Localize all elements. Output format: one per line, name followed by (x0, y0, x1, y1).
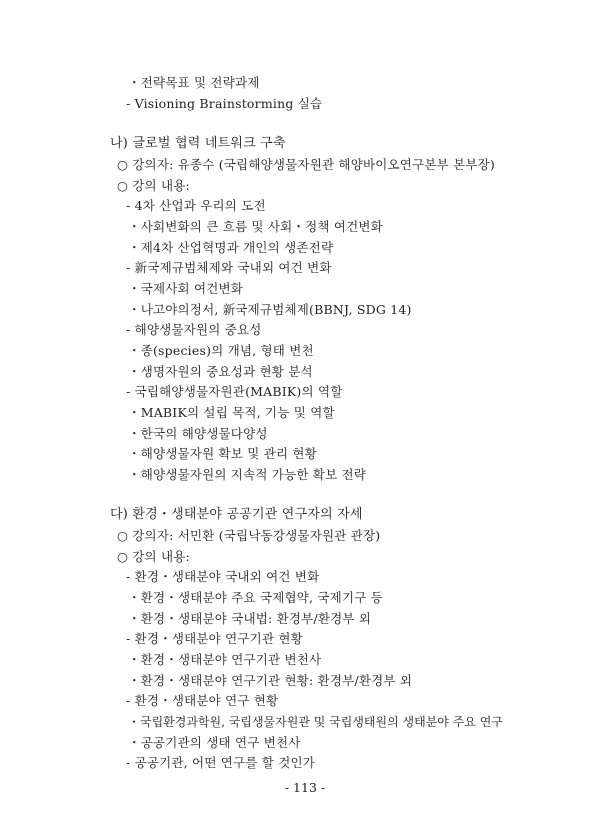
dash-item: - Visioning Brainstorming 실습 (126, 96, 323, 111)
bullet-item: ・전략목표 및 전략과제 (128, 75, 260, 90)
bullet-item: ・환경・생태분야 주요 국제협약, 국제기구 등 (128, 590, 383, 605)
bullet-item: ・종(species)의 개념, 형태 변천 (128, 343, 314, 358)
bullet-item: ・환경・생태분야 연구기관 현황: 환경부/환경부 외 (128, 673, 413, 688)
dash-item: - 환경・생태분야 국내외 여건 변화 (126, 569, 320, 584)
lecturer-line: ○ 강의자: 유종수 (국립해양생물자원관 해양바이오연구본부 본부장) (117, 157, 495, 172)
dash-item: - 환경・생태분야 연구 현황 (126, 693, 279, 708)
bullet-item: ・해양생물자원 확보 및 관리 현황 (128, 446, 317, 461)
dash-item: - 해양생물자원의 중요성 (126, 322, 262, 337)
bullet-item: ・생명자원의 중요성과 현황 분석 (128, 364, 313, 379)
bullet-item: ・나고야의정서, 新국제규범체제(BBNJ, SDG 14) (128, 302, 412, 317)
bullet-item: ・환경・생태분야 연구기관 변천사 (128, 652, 322, 667)
bullet-item: ・MABIK의 설립 목적, 기능 및 역할 (128, 405, 335, 420)
bullet-item: ・한국의 해양생물다양성 (128, 426, 268, 441)
bullet-item: ・국제사회 여건변화 (128, 281, 244, 296)
dash-item: - 환경・생태분야 연구기관 현황 (126, 631, 303, 646)
bullet-item: ・환경・생태분야 국내법: 환경부/환경부 외 (128, 611, 372, 626)
lecture-content-label: ○ 강의 내용: (117, 178, 190, 193)
section-heading-na: 나) 글로벌 협력 네트워크 구축 (110, 136, 286, 151)
bullet-item: ・공공기관의 생태 연구 변천사 (128, 735, 301, 750)
dash-item: - 국립해양생물자원관(MABIK)의 역할 (126, 384, 343, 399)
bullet-item: ・해양생물자원의 지속적 가능한 확보 전략 (128, 467, 367, 482)
page-number: - 113 - (284, 780, 326, 795)
section-heading-da: 다) 환경・생태분야 공공기관 연구자의 자세 (110, 507, 363, 522)
bullet-item: ・사회변화의 큰 흐름 및 사회・정책 여건변화 (128, 219, 383, 234)
dash-item: - 공공기관, 어떤 연구를 할 것인가 (126, 755, 316, 770)
lecturer-line: ○ 강의자: 서민환 (국립낙동강생물자원관 관장) (117, 528, 381, 543)
bullet-item: ・국립환경과학원, 국립생물자원관 및 국립생태원의 생태분야 주요 연구 (128, 715, 503, 729)
bullet-item: ・제4차 산업혁명과 개인의 생존전략 (128, 240, 334, 255)
lecture-content-label: ○ 강의 내용: (117, 549, 190, 564)
dash-item: - 新국제규범체제와 국내외 여건 변화 (126, 260, 332, 275)
dash-item: - 4차 산업과 우리의 도전 (126, 198, 266, 213)
